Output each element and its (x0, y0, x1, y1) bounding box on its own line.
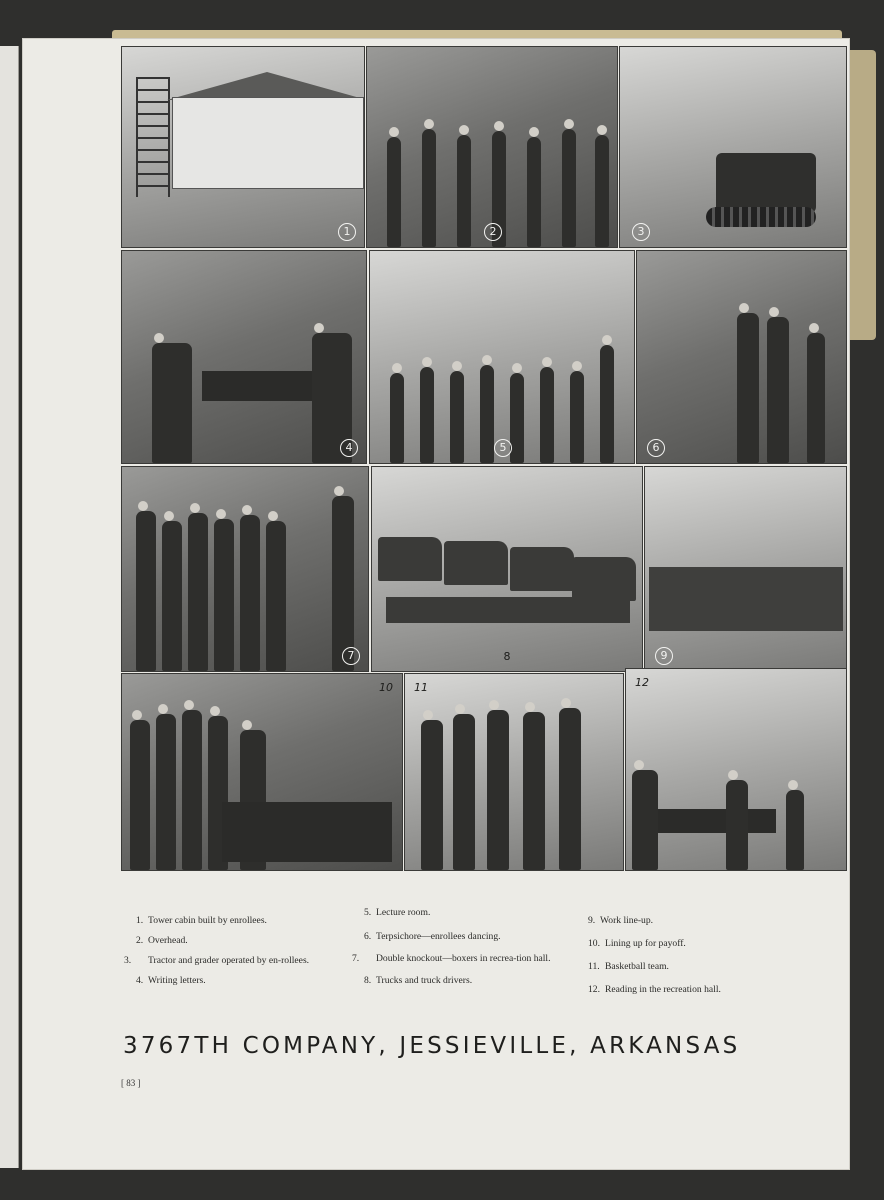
caption-column-2 (352, 906, 554, 994)
page-tab-edge (850, 50, 876, 340)
figure (422, 129, 436, 247)
caption-item: 10. Lining up for payoff. (588, 938, 686, 949)
caption-item: 4. Writing letters. (136, 975, 206, 986)
truck-shape (510, 547, 574, 591)
caption-item: 8. Trucks and truck drivers. (364, 975, 473, 986)
photo-number: 5 (494, 439, 512, 457)
photo-number: 12 (635, 676, 649, 689)
truck-shape (572, 557, 636, 601)
reading-table (646, 809, 776, 833)
figure (523, 712, 545, 870)
photo-trucks (371, 466, 643, 672)
figure (136, 511, 156, 671)
figure (390, 373, 404, 463)
tower-shape (136, 77, 170, 197)
house-roof-shape (167, 72, 365, 100)
figure (540, 367, 554, 463)
photo-work-lineup (644, 466, 847, 672)
figure (387, 137, 401, 247)
figure (240, 515, 260, 671)
photo-number: 6 (647, 439, 665, 457)
photo-number: 2 (484, 223, 502, 241)
photo-number: 9 (655, 647, 673, 665)
figure (559, 708, 581, 870)
caption-column-3 (588, 914, 808, 1003)
caption-item: 11. Basketball team. (588, 961, 669, 972)
photo-overhead-group (366, 46, 618, 248)
figure (214, 519, 234, 671)
payoff-table (222, 802, 392, 862)
page-title: 3767TH COMPANY, JESSIEVILLE, ARKANSAS (123, 1033, 741, 1059)
photo-number: 7 (342, 647, 360, 665)
photo-number: 11 (414, 681, 428, 694)
caption-column-1 (124, 914, 336, 994)
figure (450, 371, 464, 463)
figure (162, 521, 182, 671)
figure (487, 710, 509, 870)
caption-item: 1. Tower cabin built by enrollees. (136, 915, 267, 926)
photo-number: 10 (379, 681, 393, 694)
caption-item: 3. Tractor and grader operated by en-rollees. (124, 955, 310, 966)
figure (562, 129, 576, 247)
caption-item: 6. Terpsichore—enrollees dancing. (364, 931, 501, 942)
figure (595, 135, 609, 247)
figure (737, 313, 759, 463)
figure (786, 790, 804, 870)
photo-tractor-grader (619, 46, 847, 248)
caption-item: 7. Double knockout—boxers in recrea-tion hall. (352, 953, 551, 964)
caption-item: 12. Reading in the recreation hall. (588, 984, 721, 995)
figure (188, 513, 208, 671)
figure (527, 137, 541, 247)
figure (420, 367, 434, 463)
figure (332, 496, 354, 671)
facing-page-edge (0, 46, 19, 1168)
lineup-row (649, 567, 843, 631)
photo-tower-cabin (121, 46, 365, 248)
figure (457, 135, 471, 247)
page-number: [ 83 ] (121, 1078, 141, 1088)
photo-number: 1 (338, 223, 356, 241)
photo-number: 4 (340, 439, 358, 457)
figure (421, 720, 443, 870)
figure (767, 317, 789, 463)
figure (266, 521, 286, 671)
caption-item: 2. Overhead. (136, 935, 188, 946)
photo-payoff-line (121, 673, 403, 871)
figure (156, 714, 176, 870)
drivers-row (386, 597, 630, 623)
figure (480, 365, 494, 463)
truck-shape (378, 537, 442, 581)
figure (632, 770, 658, 870)
caption-item: 9. Work line-up. (588, 915, 654, 926)
figure (807, 333, 825, 463)
photo-enrollees-dancing (636, 250, 847, 464)
truck-shape (444, 541, 508, 585)
figure (152, 343, 192, 463)
photo-basketball-team (404, 673, 624, 871)
figure (510, 373, 524, 463)
figure (453, 714, 475, 870)
figure (130, 720, 150, 870)
photo-lecture-room (369, 250, 635, 464)
tractor-shape (716, 153, 816, 213)
photo-recreation-hall (625, 668, 847, 871)
photo-boxers (121, 466, 369, 672)
photo-number: 3 (632, 223, 650, 241)
house-shape (172, 97, 364, 189)
photo-writing-letters (121, 250, 367, 464)
figure (570, 371, 584, 463)
figure (726, 780, 748, 870)
figure (182, 710, 202, 870)
figure (600, 345, 614, 463)
photo-number: 8 (503, 650, 511, 663)
caption-item: 5. Lecture room. (364, 907, 431, 918)
